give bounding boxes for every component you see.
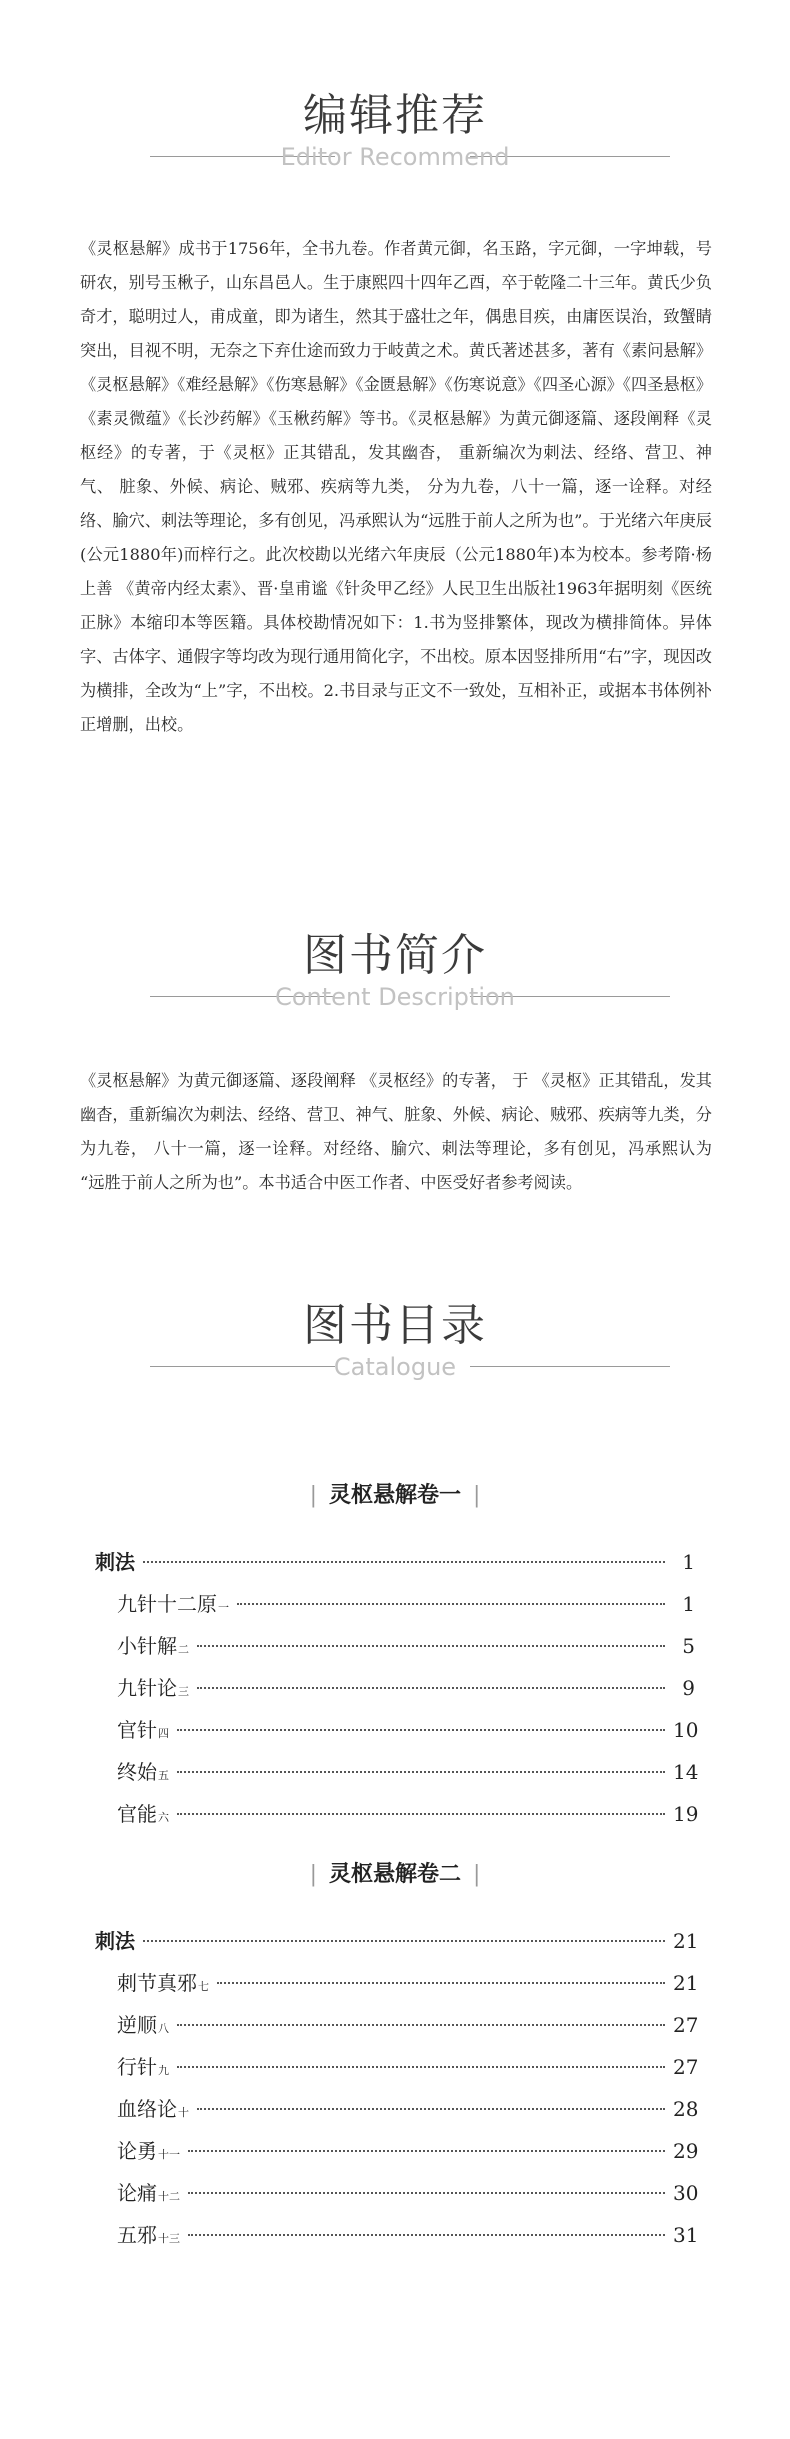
toc-entry-page: 29 [673,2139,699,2163]
toc-entry-label: 终始五 [117,1760,169,1784]
divider-mark: | [473,1483,481,1508]
toc-entry-number: 五 [158,1769,169,1782]
toc-entry-page: 21 [673,1929,699,1953]
toc-entry-page: 14 [673,1760,699,1784]
toc-entry-number: 一 [218,1601,229,1614]
toc-entry[interactable] [95,2088,699,2130]
toc-entry[interactable] [95,1920,699,1962]
dot-leader [188,2234,665,2236]
dot-leader [143,1561,665,1563]
dot-leader [188,2150,665,2152]
toc-entry[interactable] [95,1751,699,1793]
toc-entry[interactable] [95,2172,699,2214]
toc-entry-page: 10 [673,1718,699,1742]
toc-entry-label: 论勇十一 [117,2139,180,2163]
toc-entry[interactable] [95,2130,699,2172]
toc-entry-number: 四 [158,1727,169,1740]
toc-entry[interactable] [95,2004,699,2046]
catalogue-title: 图书目录 [303,1300,487,1351]
toc-entry[interactable] [95,1625,695,1667]
dot-leader [177,2024,665,2026]
dot-leader [197,1687,665,1689]
editor-recommend-title: 编辑推荐 [303,90,487,141]
toc-entry-number: 二 [178,1643,189,1656]
toc-entry-number: 十一 [158,2148,180,2161]
toc-entry-number: 六 [158,1811,169,1824]
toc-list-volume-2 [95,1920,699,2256]
divider-mark: | [473,1862,481,1887]
toc-entry-number: 十 [178,2106,189,2119]
toc-entry-label: 官能六 [117,1802,169,1826]
toc-entry-page: 1 [682,1550,695,1574]
toc-entry-page: 1 [682,1592,695,1616]
toc-entry-number: 七 [198,1980,209,1993]
divider-mark: | [309,1862,317,1887]
toc-entry-page: 9 [682,1676,695,1700]
toc-entry[interactable] [95,2046,699,2088]
toc-entry-page: 19 [673,1802,699,1826]
toc-entry-number: 十二 [158,2190,180,2203]
editor-recommend-header [0,88,790,208]
content-description-text: 《灵枢悬解》为黄元御逐篇、逐段阐释 《灵枢经》的专著， 于 《灵枢》正其错乱，发其幽杳，重新编次为刺法、经络、营卫、神气、脏象、外候、病论、贼邪、疾病等九类，分为九卷， 八十一篇，逐一诠释。对经络、腧穴、刺法等理论，多有创见，冯承熙认为 “远胜于前人之所为也”。本书适合中医工作者、中医受好者参考阅读。 [80,1071,712,1192]
toc-entry[interactable] [95,1541,695,1583]
toc-entry-label: 小针解二 [117,1634,189,1658]
content-description-subtitle: Content Description [275,983,515,1011]
toc-entry-page: 5 [682,1634,695,1658]
content-description-header [0,928,790,1048]
dot-leader [197,1645,665,1647]
toc-entry-page: 28 [673,2097,699,2121]
content-description-title: 图书简介 [303,930,487,981]
toc-entry-label: 刺法 [95,1550,135,1574]
toc-entry[interactable] [95,1709,699,1751]
toc-list-volume-1 [95,1541,699,1835]
toc-entry-label: 九针十二原一 [117,1592,229,1616]
toc-entry-label: 官针四 [117,1718,169,1742]
toc-entry-label: 血络论十 [117,2097,189,2121]
toc-entry-page: 21 [673,1971,699,1995]
divider-mark: | [309,1483,317,1508]
dot-leader [177,1813,665,1815]
dot-leader [177,2066,665,2068]
dot-leader [177,1771,665,1773]
toc-entry-number: 九 [158,2064,169,2077]
toc-entry[interactable] [95,1667,695,1709]
editor-recommend-subtitle: Editor Recommend [280,143,510,171]
toc-entry-page: 31 [673,2223,699,2247]
toc-entry-number: 三 [178,1685,189,1698]
catalogue-subtitle: Catalogue [333,1353,457,1381]
toc-entry-label: 逆顺八 [117,2013,169,2037]
editor-recommend-text: 《灵枢悬解》成书于1756年，全书九卷。作者黄元御，名玉路，字元御，一字坤载，号研农，别号玉楸子，山东昌邑人。生于康熙四十四年乙酉，卒于乾隆二十三年。黄氏少负奇才，聪明过人，甫成童，即为诸生，然其于盛壮之年，偶患目疾，由庸医误治，致蟹睛突出，目视不明，无奈之下弃仕途而致力于岐黄之术。黄氏著述甚多，著有《素问悬解》《灵枢悬解》《难经悬解》《伤寒悬解》《金匮悬解》《伤寒说意》《四圣心源》《四圣悬枢》《素灵微蕴》《长沙药解》《玉楸药解》等书。《灵枢悬解》为黄元御逐篇、逐段阐释《灵枢经》的专著，于《灵枢》正其错乱，发其幽杳， 重新编次为刺法、经络、营卫、神气、 脏象、外候、病论、贼邪、疾病等九类， 分为九卷，八十一篇，逐一诠释。对经络、腧穴、刺法等理论，多有创见，冯承熙认为“远胜于前人之所为也”。于光绪六年庚辰(公元1880年)而梓行之。此次校勘以光绪六年庚辰（公元1880年)本为校本。参考隋·杨上善 《黄帝内经太素》、晋·皇甫谧《针灸甲乙经》人民卫生出版社1963年据明刻《医统正脉》本缩印本等医籍。具体校勘情况如下：1.书为竖排繁体，现改为横排简体。异体字、古体字、通假字等均改为现行通用简化字，不出校。原本因竖排所用“右”字，现因改为横排，全改为“上”字，不出校。2.书目录与正文不一致处，互相补正，或据本书体例补正增删，出校。 [80,239,712,734]
toc-entry-label: 九针论三 [117,1676,189,1700]
dot-leader [237,1603,665,1605]
dot-leader [143,1940,665,1942]
volume-title: | 灵枢悬解卷一 | [0,1480,790,1511]
dot-leader [177,1729,665,1731]
dot-leader [188,2192,665,2194]
dot-leader [217,1982,665,1984]
toc-entry-number: 十三 [158,2232,180,2245]
toc-entry[interactable] [95,1962,699,2004]
toc-entry-number: 八 [158,2022,169,2035]
toc-entry[interactable] [95,1793,699,1835]
dot-leader [197,2108,665,2110]
volume-title: | 灵枢悬解卷二 | [0,1859,790,1890]
toc-entry-page: 27 [673,2013,699,2037]
toc-entry[interactable] [95,1583,695,1625]
toc-entry-label: 刺节真邪七 [117,1971,209,1995]
toc-entry-label: 刺法 [95,1929,135,1953]
toc-entry-label: 五邪十三 [117,2223,180,2247]
toc-entry-label: 论痛十二 [117,2181,180,2205]
toc-entry-page: 27 [673,2055,699,2079]
toc-entry[interactable] [95,2214,699,2256]
toc-entry-label: 行针九 [117,2055,169,2079]
catalogue-header [0,1298,790,1418]
toc-entry-page: 30 [673,2181,699,2205]
